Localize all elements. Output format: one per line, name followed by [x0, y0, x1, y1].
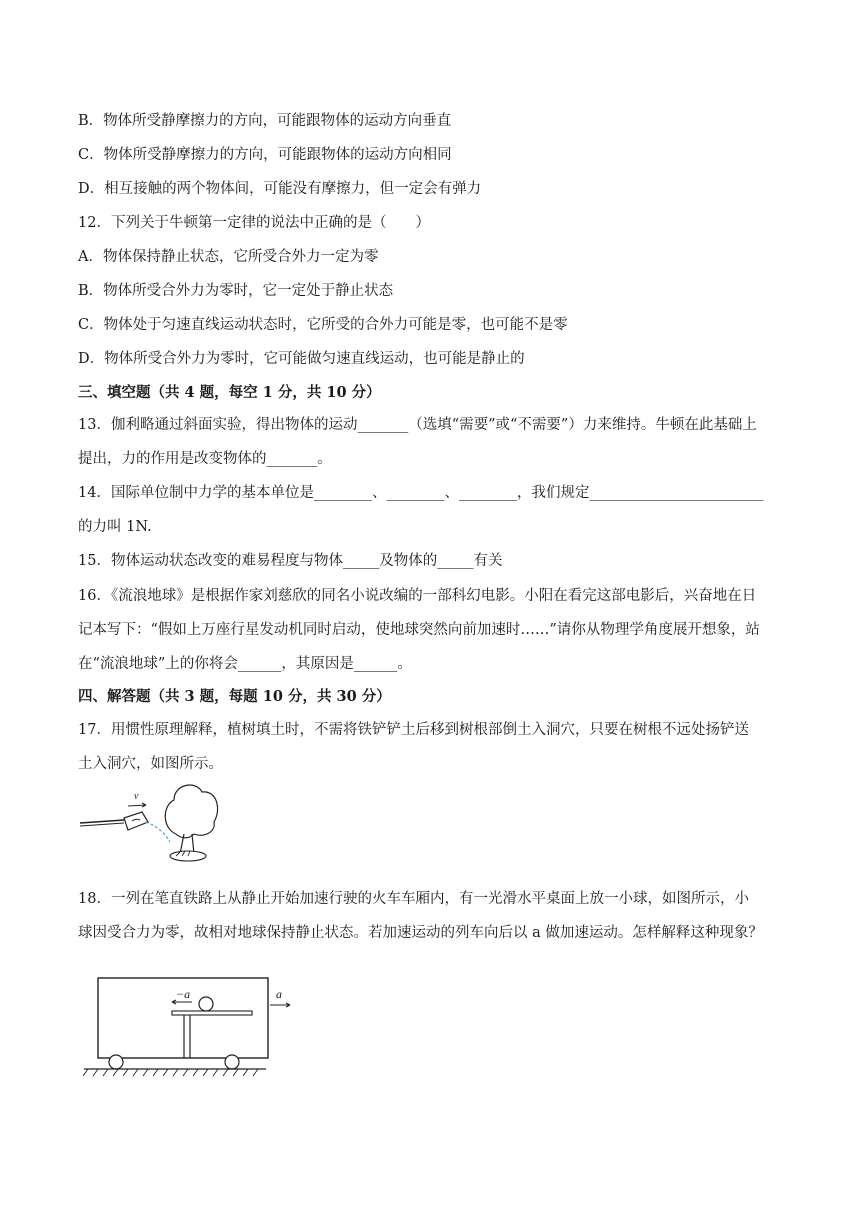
figure-shovel-tree [76, 778, 226, 866]
q12-stem: 12．下列关于牛顿第一定律的说法中正确的是（ ） [78, 215, 430, 231]
backward-accel-label: −a [176, 987, 191, 1001]
forward-accel-label: a [276, 987, 282, 1001]
q18-line-2: 球因受合力为零，故相对地球保持静止状态。若加速运动的列车向后以 a 做加速运动。怎样解释这种现象？ [78, 925, 763, 941]
train-carriage-diagram [80, 972, 270, 1082]
q12-option-d: D．物体所受合外力为零时，它可能做匀速直线运动，也可能是静止的 [78, 351, 525, 367]
q11-option-d: D．相互接触的两个物体间，可能没有摩擦力，但一定会有弹力 [78, 181, 482, 197]
figure-train-carriage [80, 972, 282, 1082]
q16-line-1: 16．《流浪地球》是根据作家刘慈欣的同名小说改编的一部科幻电影。小阳在看完这部电影后，兴奋地在日 [78, 588, 757, 604]
q14-line-2: 的力叫 1N. [78, 519, 152, 535]
ball [199, 997, 213, 1011]
q15-stem: 15．物体运动状态改变的难易程度与物体_____及物体的_____有关 [78, 553, 503, 569]
shovel-tree-diagram [76, 778, 226, 866]
q13-line-2: 提出，力的作用是改变物体的_______。 [78, 451, 332, 467]
q12-option-b: B．物体所受合外力为零时，它一定处于静止状态 [78, 283, 394, 299]
q18-line-1: 18．一列在笔直铁路上从静止开始加速行驶的火车车厢内，有一光滑水平桌面上放一小球，如图所示，小 [78, 891, 749, 907]
wheel-left [109, 1055, 123, 1069]
velocity-label: v [134, 791, 139, 802]
q12-option-c: C．物体处于匀速直线运动状态时，它所受的合外力可能是零，也可能不是零 [78, 317, 568, 333]
tree-crown [165, 785, 217, 838]
q12-option-a: A．物体保持静止状态，它所受合外力一定为零 [78, 249, 379, 265]
q11-option-c: C．物体所受静摩擦力的方向，可能跟物体的运动方向相同 [78, 147, 452, 163]
shovel-handle [80, 820, 124, 823]
q14-line-1: 14．国际单位制中力学的基本单位是________、________、________，我们规定________________________ [78, 485, 764, 501]
q11-option-b: B．物体所受静摩擦力的方向，可能跟物体的运动方向垂直 [78, 113, 452, 129]
section-answer-heading: 四、解答题（共 3 题，每题 10 分，共 30 分） [78, 688, 391, 705]
q16-line-3: 在“流浪地球”上的你将会______，其原因是______。 [78, 656, 412, 672]
q16-line-2: 记本写下：“假如上万座行星发动机同时启动，使地球突然向前加速时……”请你从物理学角度展开想象，站 [78, 622, 760, 638]
q13-line-1: 13．伽利略通过斜面实验，得出物体的运动_______（选填“需要”或“不需要”）力来维持。牛顿在此基础上 [78, 417, 757, 433]
shovel-blade [124, 812, 148, 830]
q17-line-1: 17．用惯性原理解释，植树填土时，不需将铁铲铲土后移到树根部倒土入洞穴，只要在树根不远处扬铲送 [78, 722, 749, 738]
wheel-right [225, 1055, 239, 1069]
forward-accel-marker [266, 982, 306, 1022]
ground-hatching [83, 1069, 258, 1076]
table-top [172, 1011, 252, 1015]
section-fill-in-heading: 三、填空题（共 4 题，每空 1 分，共 10 分） [78, 384, 381, 401]
q17-line-2: 土入洞穴，如图所示。 [78, 756, 223, 772]
